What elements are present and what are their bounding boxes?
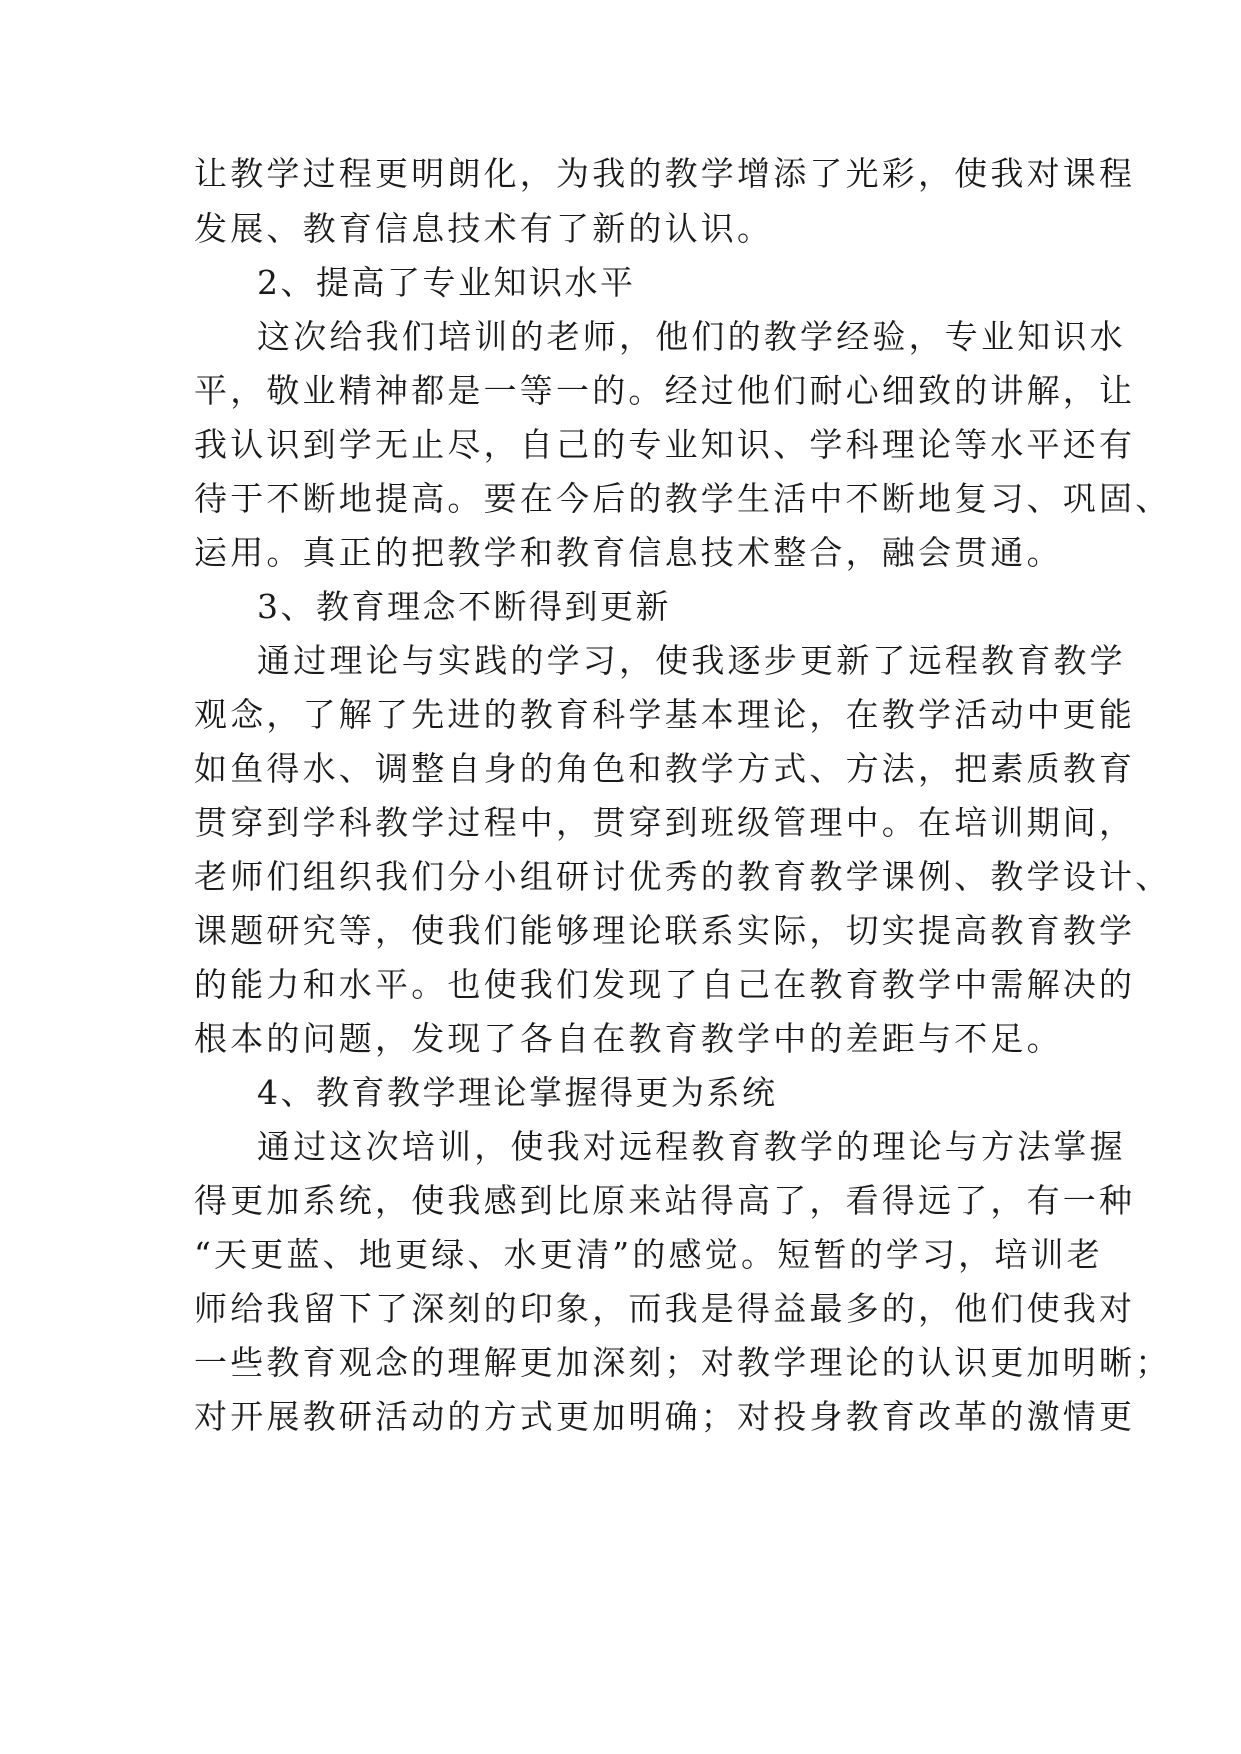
body-text-line: 观念，了解了先进的教育科学基本理论，在教学活动中更能 [194, 695, 1136, 734]
body-text-line: 对开展教研活动的方式更加明确；对投身教育改革的激情更 [194, 1397, 1136, 1436]
body-text-line: 得更加系统，使我感到比原来站得高了，看得远了，有一种 [194, 1181, 1136, 1220]
body-text-line: 发展、教育信息技术有了新的认识。 [194, 209, 774, 248]
body-text-line: 根本的问题，发现了各自在教育教学中的差距与不足。 [194, 1019, 1063, 1058]
body-text-line: 师给我留下了深刻的印象，而我是得益最多的，他们使我对 [194, 1289, 1136, 1328]
body-text-line: 一些教育观念的理解更加深刻；对教学理论的认识更加明晰； [194, 1343, 1172, 1382]
body-text-line: 课题研究等，使我们能够理论联系实际，切实提高教育教学 [194, 911, 1136, 950]
body-text-line: 贯穿到学科教学过程中，贯穿到班级管理中。在培训期间， [194, 803, 1136, 842]
body-text-line: 平，敬业精神都是一等一的。经过他们耐心细致的讲解，让 [194, 371, 1136, 410]
body-text-line: 让教学过程更明朗化，为我的教学增添了光彩，使我对课程 [194, 154, 1136, 193]
body-text-line: 我认识到学无止尽，自己的专业知识、学科理论等水平还有 [194, 425, 1136, 464]
paragraph-first-line: 通过这次培训，使我对远程教育教学的理论与方法掌握 [257, 1127, 1126, 1166]
body-text-line: 如鱼得水、调整自身的角色和教学方式、方法，把素质教育 [194, 749, 1136, 788]
body-text-line: “天更蓝、地更绿、水更清”的感觉。短暂的学习，培训老 [194, 1235, 1103, 1274]
body-text-line: 老师们组织我们分小组研讨优秀的教育教学课例、教学设计、 [194, 857, 1172, 896]
paragraph-first-line: 通过理论与实践的学习，使我逐步更新了远程教育教学 [257, 641, 1126, 680]
section-heading-2: 2、提高了专业知识水平 [257, 263, 636, 302]
section-heading-3: 3、教育理念不断得到更新 [257, 587, 671, 626]
section-heading-4: 4、教育教学理论掌握得更为系统 [257, 1073, 778, 1112]
paragraph-first-line: 这次给我们培训的老师，他们的教学经验，专业知识水 [257, 317, 1126, 356]
body-text-line: 的能力和水平。也使我们发现了自己在教育教学中需解决的 [194, 965, 1136, 1004]
body-text-line: 待于不断地提高。要在今后的教学生活中不断地复习、巩固、 [194, 479, 1172, 518]
body-text-line: 运用。真正的把教学和教育信息技术整合，融会贯通。 [194, 533, 1063, 572]
